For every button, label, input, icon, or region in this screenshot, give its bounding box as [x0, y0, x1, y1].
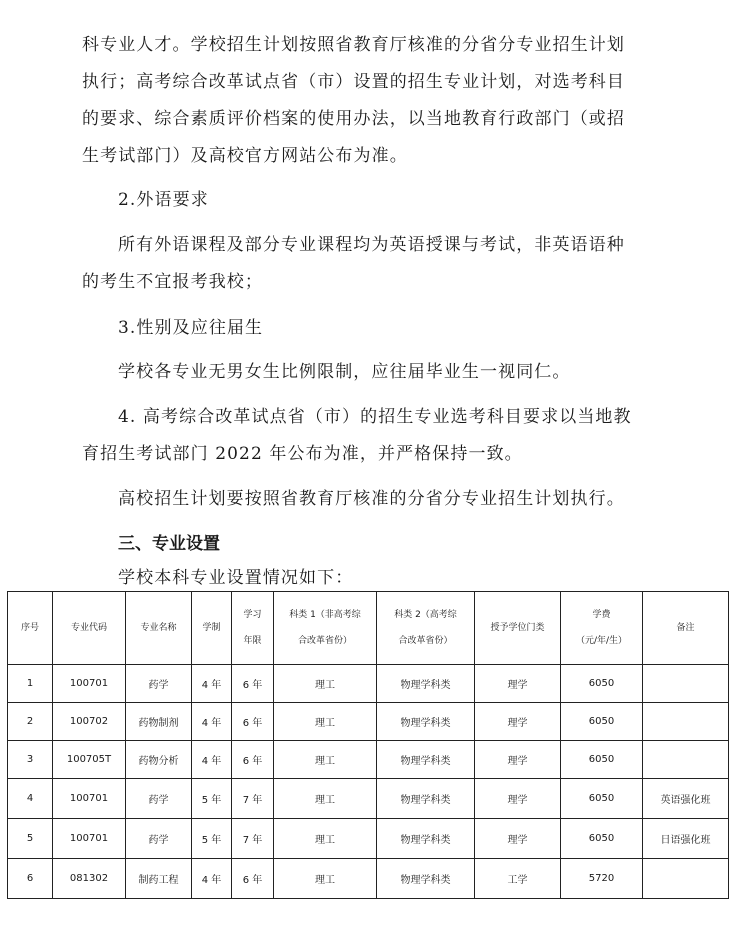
table-cell: 4 年	[192, 703, 232, 741]
table-cell: 6050	[561, 819, 643, 859]
language-line-2: 的考生不宜报考我校；	[82, 272, 263, 292]
table-cell: 5720	[561, 859, 643, 899]
table-cell: 物理学科类	[377, 703, 475, 741]
table-cell: 4 年	[192, 859, 232, 899]
table-cell: 5 年	[192, 819, 232, 859]
table-cell: 理学	[475, 779, 561, 819]
table-cell: 药学	[126, 819, 192, 859]
intro-line-1: 科专业人才。学校招生计划按照省教育厅核准的分省分专业招生计划	[82, 35, 625, 55]
header-cell: 学习 年限	[232, 592, 274, 665]
table-cell: 1	[8, 665, 53, 703]
table-cell: 2	[8, 703, 53, 741]
table-cell: 6	[8, 859, 53, 899]
table-cell: 6050	[561, 665, 643, 703]
table-cell: 理学	[475, 741, 561, 779]
table-cell: 6 年	[232, 741, 274, 779]
table-cell	[643, 665, 729, 703]
table-cell: 物理学科类	[377, 859, 475, 899]
table-cell: 6 年	[232, 859, 274, 899]
table-cell: 理学	[475, 665, 561, 703]
table-cell: 100701	[53, 665, 126, 703]
table-cell: 物理学科类	[377, 665, 475, 703]
table-cell: 4 年	[192, 665, 232, 703]
header-cell: 科类 1（非高考综 合改革省份）	[274, 592, 377, 665]
table-cell: 理工	[274, 703, 377, 741]
table-cell: 物理学科类	[377, 741, 475, 779]
table-cell: 理工	[274, 741, 377, 779]
table-cell: 物理学科类	[377, 819, 475, 859]
header-cell: 科类 2（高考综 合改革省份）	[377, 592, 475, 665]
table-cell: 100701	[53, 819, 126, 859]
language-line-1: 所有外语课程及部分专业课程均为英语授课与考试，非英语语种	[118, 235, 625, 255]
header-cell: 学制	[192, 592, 232, 665]
majors-intro: 学校本科专业设置情况如下：	[118, 568, 354, 588]
table-cell: 5 年	[192, 779, 232, 819]
table-cell: 制药工程	[126, 859, 192, 899]
table-cell: 5	[8, 819, 53, 859]
table-cell: 理学	[475, 819, 561, 859]
table-cell: 药学	[126, 779, 192, 819]
table-cell: 工学	[475, 859, 561, 899]
language-section-title: 2.外语要求	[118, 190, 209, 210]
intro-line-2: 执行；高考综合改革试点省（市）设置的招生专业计划，对选考科目	[82, 72, 625, 92]
gender-section-title: 3.性别及应往届生	[118, 318, 264, 338]
table-cell: 日语强化班	[643, 819, 729, 859]
table-header-row	[8, 592, 729, 665]
table-cell: 6050	[561, 703, 643, 741]
table-row	[8, 779, 729, 819]
reform-line-1: 4. 高考综合改革试点省（市）的招生专业选考科目要求以当地教	[118, 407, 632, 427]
table-cell: 6 年	[232, 665, 274, 703]
table-cell	[643, 741, 729, 779]
table-row	[8, 819, 729, 859]
table-cell: 药物分析	[126, 741, 192, 779]
table-cell: 100702	[53, 703, 126, 741]
table-cell	[643, 703, 729, 741]
table-cell: 理工	[274, 859, 377, 899]
table-cell: 7 年	[232, 779, 274, 819]
header-cell: 备注	[643, 592, 729, 665]
closing-line: 高校招生计划要按照省教育厅核准的分省分专业招生计划执行。	[118, 489, 625, 509]
table-row	[8, 741, 729, 779]
reform-line-2: 育招生考试部门 2022 年公布为准，并严格保持一致。	[82, 444, 523, 464]
table-cell: 100701	[53, 779, 126, 819]
table-cell: 3	[8, 741, 53, 779]
table-cell: 药物制剂	[126, 703, 192, 741]
table-cell: 4	[8, 779, 53, 819]
header-cell: 序号	[8, 592, 53, 665]
table-cell: 081302	[53, 859, 126, 899]
majors-heading: 三、专业设置	[118, 534, 220, 554]
gender-line-1: 学校各专业无男女生比例限制，应往届毕业生一视同仁。	[118, 362, 571, 382]
table-cell: 理工	[274, 819, 377, 859]
table-cell: 理工	[274, 779, 377, 819]
table-row	[8, 665, 729, 703]
header-cell: 专业代码	[53, 592, 126, 665]
table-cell: 100705T	[53, 741, 126, 779]
intro-line-4: 生考试部门）及高校官方网站公布为准。	[82, 146, 408, 166]
header-cell: 授予学位门类	[475, 592, 561, 665]
table-cell: 英语强化班	[643, 779, 729, 819]
table-cell	[643, 859, 729, 899]
majors-table	[7, 591, 729, 899]
table-cell: 药学	[126, 665, 192, 703]
header-cell: 专业名称	[126, 592, 192, 665]
table-cell: 4 年	[192, 741, 232, 779]
table-row	[8, 859, 729, 899]
table-cell: 6 年	[232, 703, 274, 741]
table-row	[8, 703, 729, 741]
table-cell: 理工	[274, 665, 377, 703]
table-cell: 6050	[561, 741, 643, 779]
table-cell: 物理学科类	[377, 779, 475, 819]
header-cell: 学费 （元/年/生）	[561, 592, 643, 665]
table-cell: 6050	[561, 779, 643, 819]
table-cell: 7 年	[232, 819, 274, 859]
table-cell: 理学	[475, 703, 561, 741]
intro-line-3: 的要求、综合素质评价档案的使用办法，以当地教育行政部门（或招	[82, 109, 625, 129]
